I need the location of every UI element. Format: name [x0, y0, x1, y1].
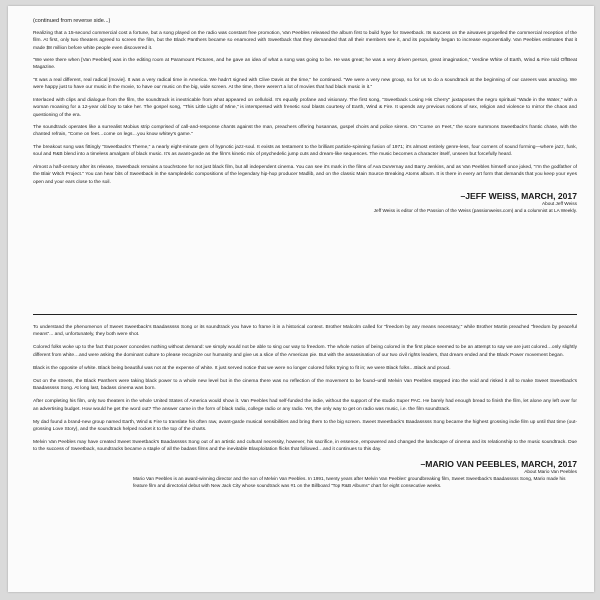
essay-paragraph: The soundtrack operates like a surrealist Mobius strip comprised of call-and-response chants against the man, preachers offering hosannas, gospel choirs and police sirens. On "Come on Feet," the score summons Sweetback's frantic chase, with the chanted refrain, "Come on feet…come on legs…you know whitey's game." [33, 125, 577, 138]
essay-paragraph: Out on the streets, the Black Panthers were taking black power to a whole new level but in the cinema there was no reflection of the movement to be found–until Melvin Van Peebles stepped into the void and risked it all to make Sweet Sweetback's Baadasssss Song. At long last, badass cinema was born. [33, 378, 577, 392]
jeff-weiss-signature: –JEFF WEISS, MARCH, 2017 [460, 191, 577, 202]
section-divider [33, 314, 577, 315]
liner-notes-sheet [8, 6, 594, 592]
jeff-weiss-essay [33, 18, 577, 214]
mario-van-peebles-signature: –MARIO VAN PEEBLES, MARCH, 2017 [420, 459, 577, 470]
essay-paragraph: After completing his film, only two theaters in the whole United States of America would show it. Van Peebles had self-funded the indie, without the support of the studio Super PAC. He barely had enough bread to finish the film, let alone any left over for an advertising budget. How would he get the word out? The answer came in the form of black radio, college radio or any radio. Yet, the only way to get on radio was music, i.e. the film soundtrack. [33, 399, 577, 412]
essay-paragraph: Colored folks woke up to the fact that power concedes nothing without demand: we simply would not be able to sing our way to freedom. The whole notion of being colored in the first place seemed to be an attempt to say we are just colored…only slightly different from white…and were asking the dominant culture to please recognize our humanity and give us a slice of the American pie. But with the assassination of our two civil rights leaders, that dream ended and the Black Power movement began. [33, 345, 577, 358]
essay-paragraph: "We were there when [Van Peebles] was in the editing room at Paramount Pictures, and he gave an idea of what a song was going to be. He was great; he was a very driven person, great imagination," Verdine White of Earth, Wind & Fire told OffBeat Magazine. [33, 58, 577, 71]
mario-van-peebles-essay [33, 324, 577, 489]
essay-paragraph: Black is the opposite of white. Black being beautiful was not at the expense of white. It just served notice that we were no longer colored folks trying to fit in; we were Black folks…Black and proud. [33, 365, 451, 371]
essay-paragraph: Realizing that a 15-second commercial cost a fortune, but a song played on the radio was constant free promotion, Van Peebles released the album first to build hype for Sweetback. Its success on the airwaves propelled the commercial reception of the film. At first, only two theaters agreed to screen the film, but the Black Panthers became so enamored with Sweetback that they demanded that all their members see it, and its popularity began to increase exponentially. Van Peebles estimates that it made $8 million before white people even discovered it. [33, 31, 577, 51]
essay-paragraph: The breakout song was fittingly "Sweetback's Theme," a nearly eight-minute gem of hypnotic jazz-soul. It exists as testament to the brilliant particle-spinning fusion of 1971; it's almost entirely genre-less, four corners of sound forming—where jazz, funk, soul and R&B blend into a timeless amalgam of black music. It's as avant-garde as the film's kinetic mix of psychedelic jump cuts and dream-like sequences. The music becomes a character itself, unseen but forcefully heard. [33, 145, 577, 158]
essay-paragraph: To understand the phenomenon of Sweet Sweetback's Baadasssss Song or its soundtrack you have to frame it in a historical context. Brother Malcolm called for "freedom by any means necessary," while Brother Martin preached "freedom by peaceful means"... and, unfortunately, they both were shot. [33, 325, 577, 338]
about-jeff-weiss: Jeff Weiss is editor of the Passion of the Weiss (passionweiss.com) and a columnist at LA Weekly. [373, 207, 577, 213]
about-jeff-weiss-title: About Jeff Weiss [541, 201, 577, 207]
essay-paragraph: Almost a half-century after its release, Sweetback remains a touchstone for not just black film, but all independent cinema. You can see it's mark in the films of Ava DuVernay and Barry Jenkins, and as Van Peebles himself once joked, "I'm the godfather of the Blair Witch Project." You can hear bits of Sweetback in the sampledelic compositions of the legendary hip-hop producer Madlib, and on the classic Main Source Breaking Atoms album. It is there in every art form that demands that you keep your eyes open and your ears close to the soil. [33, 164, 577, 185]
about-mario-van-peebles-title: About Mario Van Peebles [524, 469, 577, 475]
essay-paragraph: My dad found a brand-new group named Earth, Wind & Fire to translate his often raw, avant-garde musical sensibilities and bring them to the big screen. Sweet Sweetback's Baadasssss Song became the highest grossing indie film up until that time (out-grossing Love Story), and the soundtrack helped rocket it to the top of the charts. [33, 419, 577, 432]
essay-paragraph: Interlaced with clips and dialogue from the film, the soundtrack is inextricable from what appeared on celluloid. It's equally profane and visionary. The first song, "Sweetback Losing His Cherry" juxtaposes the negro spiritual "Wade in the Water," with a woman moaning for a 12-year old boy to take her. The gospel song, "This Little Light of Mine," is interspersed with frenetic soul blasts courtesy of Earth, Wind & Fire. It upends any previous notions of sex, religion and violence to mirror the chaos and questioning of the era. [33, 97, 577, 118]
about-mario-van-peebles: Mario Van Peebles is an award-winning director and the son of Melvin Van Peebles. In 1991, twenty years after Melvin Van Peebles' groundbreaking film, Sweet Sweetback's Baadasssss Song, Mario made his feature film and directorial debut with New Jack City whose soundtrack was #1 on the Billboard "Top R&B Albums" chart for eight consecutive weeks. [133, 476, 566, 488]
continued-note: (continued from reverse side...) [33, 18, 111, 24]
essay-paragraph: "It was a real different, real radical [movie]. It was a very radical time in America. We hadn't signed with Clive Davis at the time," he continued. "We were a very new group, so for us to do a soundtrack at the beginning of our careers was amazing. We were happy just to have our music in the movie, to have our music on the big, wide screen. At the time, there weren't a lot of movies that had black music in it." [33, 78, 577, 91]
essay-paragraph: Melvin Van Peebles may have created Sweet Sweetback's Baadasssss Song out of an artistic and cultural necessity, however, his sacrifice, in essence, empowered and changed the landscape of cinema and its relationship to the music soundtrack. Due to the success of Sweetback, soundtracks became a staple of all the badass films and the inevitable Blaxploitation flicks that followed…and it continues to this day. [33, 440, 577, 453]
